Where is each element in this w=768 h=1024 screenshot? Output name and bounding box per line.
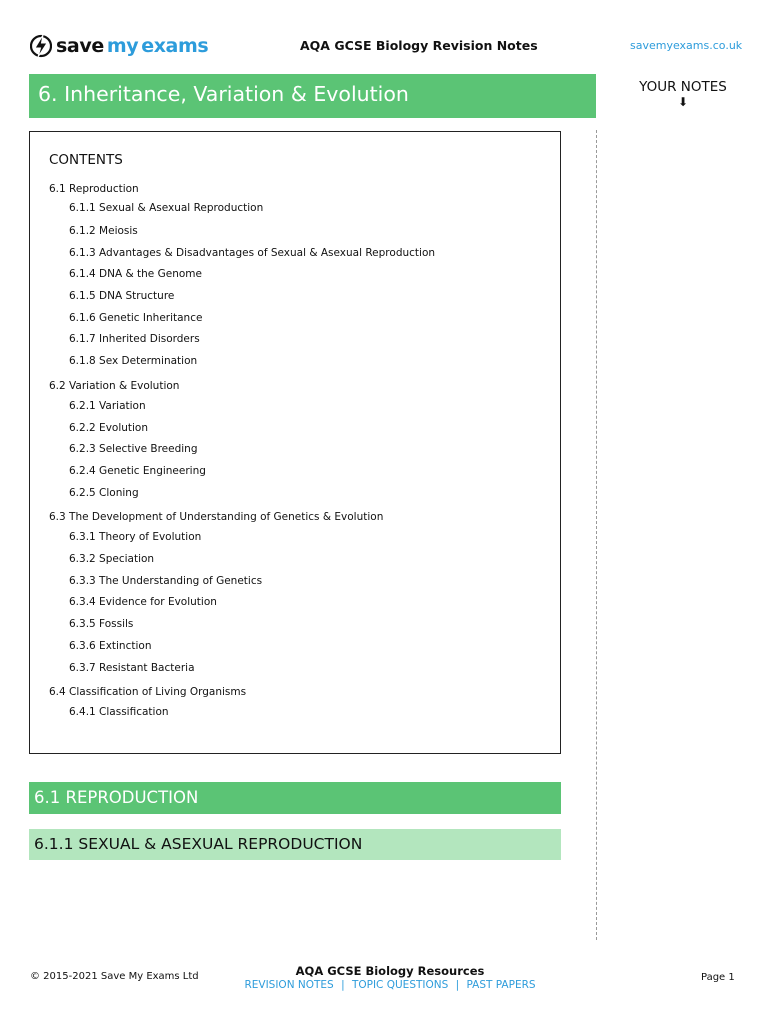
toc-item-6-1-8[interactable]: 6.1.8 Sex Determination	[69, 355, 198, 367]
document-title: AQA GCSE Biology Revision Notes	[300, 38, 538, 53]
footer-copyright: © 2015-2021 Save My Exams Ltd	[30, 971, 199, 982]
footer-separator: |	[341, 979, 345, 991]
toc-item-6-2-4[interactable]: 6.2.4 Genetic Engineering	[69, 465, 206, 477]
toc-item-6-1-1[interactable]: 6.1.1 Sexual & Asexual Reproduction	[69, 202, 264, 214]
toc-section-6-4[interactable]: 6.4 Classification of Living Organisms	[49, 686, 247, 698]
logo-word-save: save	[56, 35, 104, 57]
toc-item-6-1-2[interactable]: 6.1.2 Meiosis	[69, 225, 138, 237]
toc-item-6-2-3[interactable]: 6.2.3 Selective Breeding	[69, 443, 198, 455]
brand-logo[interactable]	[30, 33, 208, 59]
toc-section-6-1[interactable]: 6.1 Reproduction	[49, 183, 139, 195]
arrow-down-icon: ⬇	[677, 95, 689, 109]
toc-item-6-3-1[interactable]: 6.3.1 Theory of Evolution	[69, 531, 202, 543]
toc-section-6-3[interactable]: 6.3 The Development of Understanding of Genetics & Evolution	[49, 511, 384, 523]
logo-word-exams: exams	[141, 35, 209, 57]
chapter-banner	[29, 74, 596, 118]
subsection-title: 6.1.1 SEXUAL & ASEXUAL REPRODUCTION	[34, 835, 363, 853]
footer-link-past-papers[interactable]: PAST PAPERS	[466, 979, 536, 991]
footer-link-revision-notes[interactable]: REVISION NOTES	[244, 979, 334, 991]
toc-section-6-2[interactable]: 6.2 Variation & Evolution	[49, 380, 180, 392]
section-title: 6.1 REPRODUCTION	[34, 788, 199, 807]
toc-item-6-3-3[interactable]: 6.3.3 The Understanding of Genetics	[69, 575, 263, 587]
toc-item-6-3-2[interactable]: 6.3.2 Speciation	[69, 553, 155, 565]
lightning-bolt-icon	[30, 34, 52, 58]
site-link[interactable]: savemyexams.co.uk	[630, 39, 743, 52]
footer-resources	[240, 964, 540, 991]
chapter-title: 6. Inheritance, Variation & Evolution	[38, 82, 409, 106]
section-banner	[29, 782, 561, 814]
footer-resources-title: AQA GCSE Biology Resources	[295, 964, 485, 978]
toc-item-6-1-3[interactable]: 6.1.3 Advantages & Disadvantages of Sexual & Asexual Reproduction	[69, 247, 436, 259]
toc-item-6-1-4[interactable]: 6.1.4 DNA & the Genome	[69, 268, 202, 280]
subsection-banner	[29, 829, 561, 860]
footer-links	[240, 979, 540, 991]
toc-item-6-2-2[interactable]: 6.2.2 Evolution	[69, 422, 149, 434]
toc-item-6-2-1[interactable]: 6.2.1 Variation	[69, 400, 146, 412]
your-notes-label: YOUR NOTES	[639, 79, 727, 95]
contents-box	[29, 131, 561, 754]
footer-separator: |	[455, 979, 460, 991]
toc-item-6-1-5[interactable]: 6.1.5 DNA Structure	[69, 290, 175, 302]
notes-divider	[596, 130, 597, 940]
toc-item-6-1-7[interactable]: 6.1.7 Inherited Disorders	[69, 333, 200, 345]
toc-item-6-1-6[interactable]: 6.1.6 Genetic Inheritance	[69, 312, 203, 324]
page-number: Page 1	[701, 972, 735, 983]
toc-item-6-2-5[interactable]: 6.2.5 Cloning	[69, 487, 139, 499]
toc-item-6-3-6[interactable]: 6.3.6 Extinction	[69, 640, 152, 652]
toc-item-6-3-4[interactable]: 6.3.4 Evidence for Evolution	[69, 596, 217, 608]
toc-item-6-3-5[interactable]: 6.3.5 Fossils	[69, 618, 134, 630]
contents-heading: CONTENTS	[49, 152, 123, 168]
logo-word-my: my	[106, 35, 139, 57]
toc-item-6-3-7[interactable]: 6.3.7 Resistant Bacteria	[69, 662, 195, 674]
footer-link-topic-questions[interactable]: TOPIC QUESTIONS	[351, 979, 449, 991]
toc-item-6-4-1[interactable]: 6.4.1 Classification	[69, 706, 169, 718]
